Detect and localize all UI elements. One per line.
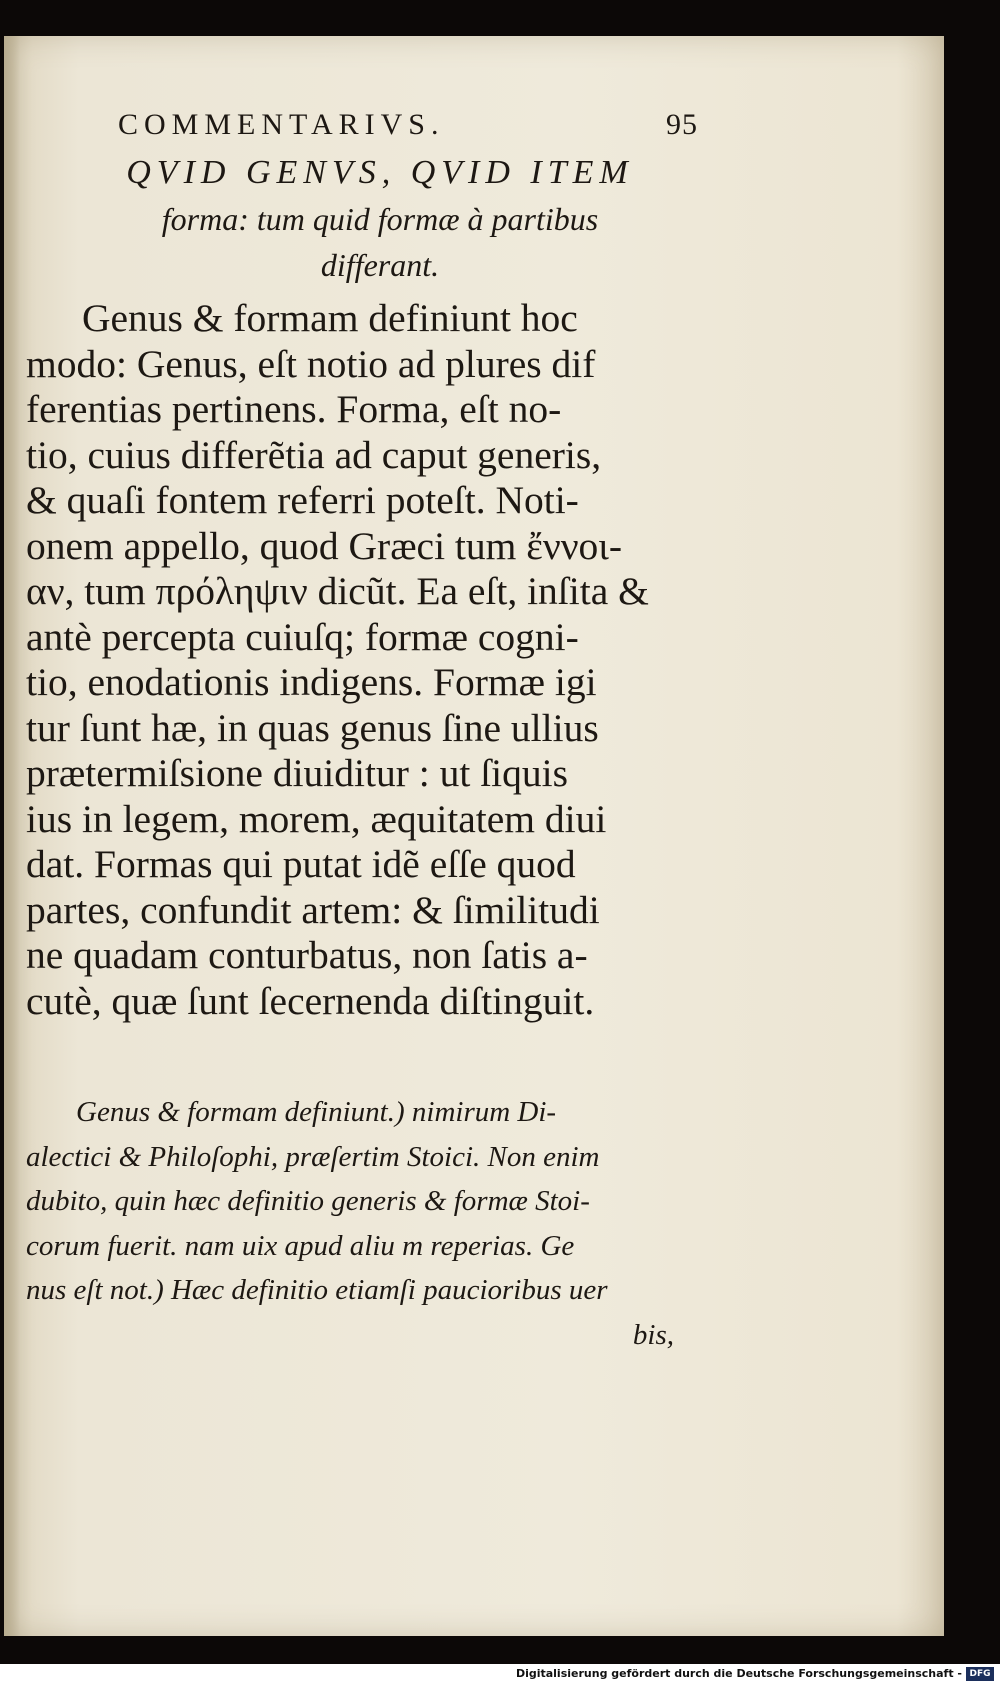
section-heading	[60, 150, 700, 288]
body-line: αν, tum πρόληψιν dicũt. Ea eſt, inſita &	[26, 569, 649, 613]
main-text	[26, 296, 676, 1024]
body-line: partes, confundit artem: & ſimilitudi	[26, 887, 600, 932]
note-line: dubito, quin hæc definitio generis & formæ Stoi-	[26, 1185, 590, 1217]
body-line: dat. Formas qui putat idẽ eſſe quod	[26, 842, 576, 886]
digitization-footer	[0, 1664, 1000, 1686]
body-line: modo: Genus, eſt notio ad plures dif	[26, 341, 596, 386]
footer-credit: Digitalisierung gefördert durch die Deutsche Forschungsgemeinschaft -	[515, 1667, 962, 1680]
note-line: Genus & formam definiunt.) nimirum Di-	[76, 1096, 557, 1128]
body-line: ferentias pertinens. Forma, eſt no-	[26, 387, 562, 431]
body-line: antè percepta cuiuſq; formæ cogni-	[26, 614, 579, 659]
body-line: tur ſunt hæ, in quas genus ſine ullius	[26, 705, 599, 750]
page-gutter-shadow	[4, 36, 20, 1636]
note-line: nus eſt not.) Hæc definitio etiamſi paucioribus uer	[26, 1274, 608, 1306]
body-line: ne quadam conturbatus, non ſatis a-	[26, 933, 588, 977]
body-line: Genus & formam definiunt hoc	[82, 296, 578, 340]
note-line: alectici & Philoſophi, præſertim Stoici. Non enim	[26, 1140, 600, 1173]
body-line: tio, enodationis indigens. Formæ igi	[26, 660, 597, 704]
commentary-notes	[26, 1090, 676, 1357]
body-line: & quaſi fontem referri poteſt. Noti-	[26, 478, 579, 522]
note-line: corum fuerit. nam uix apud aliu m reperias. Ge	[26, 1229, 575, 1262]
catchword: bis,	[632, 1318, 674, 1351]
heading-line-3: differant.	[320, 247, 440, 283]
body-line: cutè, quæ ſunt ſecernenda diſtinguit.	[26, 978, 595, 1023]
dfg-logo-icon: DFG	[966, 1667, 994, 1681]
body-line: onem appello, quod Græci tum ἔννοι-	[26, 523, 623, 568]
body-line: ius in legem, morem, æquitatem diui	[26, 796, 607, 841]
page-number: 95	[666, 108, 698, 141]
body-line: tio, cuius differẽtia ad caput generis,	[26, 432, 602, 477]
heading-line-2: forma: tum quid formæ à partibus	[161, 201, 599, 237]
running-head	[118, 108, 698, 148]
heading-line-1: QVID GENVS, QVID ITEM	[126, 154, 634, 191]
running-head-title: COMMENTARIVS.	[118, 108, 445, 141]
body-line: prætermiſsione diuiditur : ut ſiquis	[26, 751, 569, 795]
